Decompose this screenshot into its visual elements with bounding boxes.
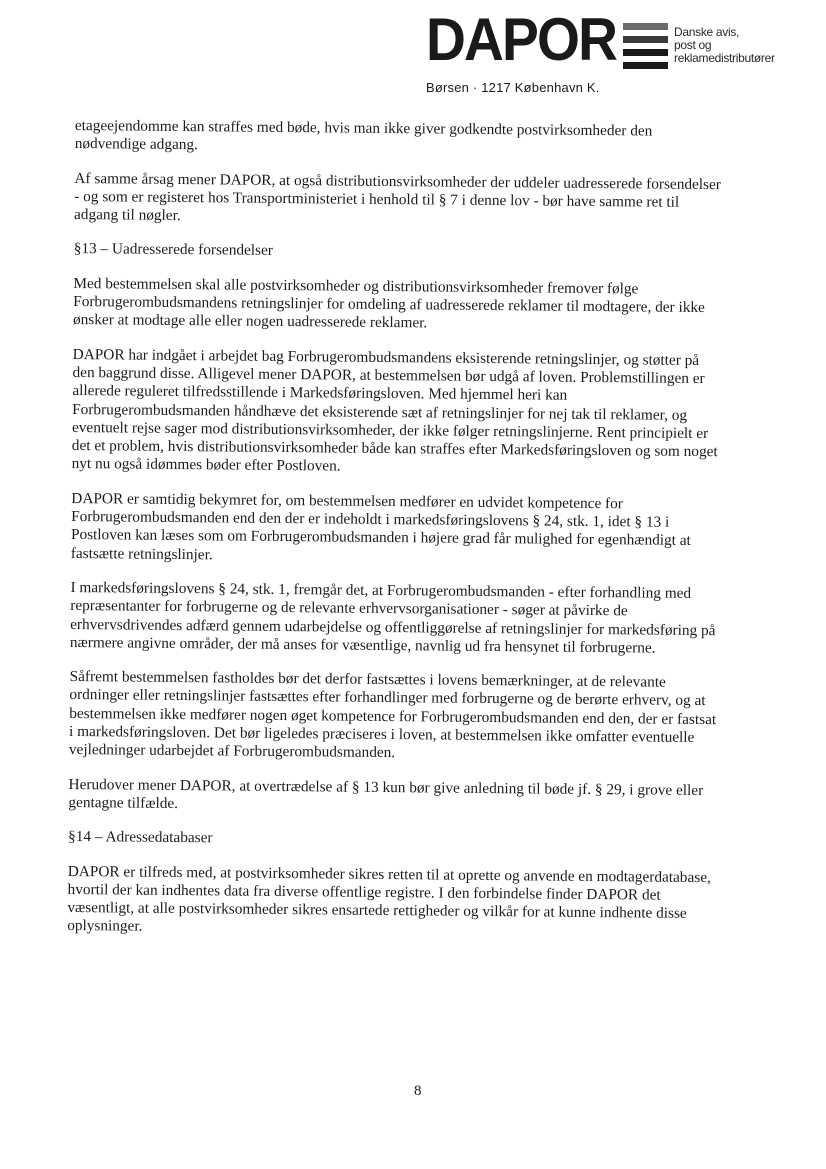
text-line: repræsentanter for forbrugerne og de relevante erhvervsorganisationer - søger at påvirke de	[70, 597, 628, 620]
text-line: Forbrugerombudsmanden end den der er indeholdt i markedsføringslovens § 24, stk. 1, idet § 13 i	[71, 508, 670, 531]
tagline-line: Danske avis,	[674, 25, 740, 39]
text-line: §13 – Uadresserede forsendelser	[73, 240, 274, 260]
document-body	[67, 117, 775, 958]
text-line: nærmere angivne områder, der må anses for væsentlige, navnlig ud fra hensynet til forbrugerne.	[69, 633, 656, 657]
text-line: DAPOR har indgået i arbejdet bag Forbrugerombudsmandens eksisterende retningslinjer, og støtter på	[72, 345, 700, 369]
body-paragraph	[75, 117, 775, 160]
text-line: bestemmelsen ikke medfører nogen øget kompetence for Forbrugerombudsmanden end den, der er fastsat	[69, 704, 717, 728]
text-line: Af samme årsag mener DAPOR, at også distributionsvirksomheder der uddeler uadresserede forsendelser	[74, 169, 721, 193]
text-line: DAPOR er tilfreds med, at postvirksomheder sikres retten til at oprette og anvende en modtagerdatabase,	[67, 862, 711, 886]
text-line: i markedsføringsloven. Det bør ligeledes præciseres i loven, at bestemmelsen ikke omfatter eventuelle	[69, 722, 695, 746]
text-line: hvortil der kan indhentes data fra diverse offentlige registre. I den forbindelse finder DAPOR det	[67, 880, 661, 904]
section-heading	[68, 828, 768, 853]
body-paragraph	[69, 668, 770, 766]
text-line: det et problem, hvis distributionsvirksomheder både kan straffes efter Markedsføringsloven og som noget	[71, 437, 718, 461]
logo-bars-icon	[623, 23, 668, 73]
text-line: den baggrund disse. Alligevel mener DAPOR, at bestemmelsen bør udgå af loven. Problemstillingen er	[72, 363, 705, 388]
text-line: - og som er registeret hos Transportministeriet i henhold til § 7 i denne lov - bør have samme ret til	[74, 187, 680, 211]
text-line: erhvervsdrivendes adfærd gennem udarbejdelse og offentliggørelse af retningslinjer for markedsføring på	[70, 615, 716, 639]
text-line: Med bestemmelsen skal alle postvirksomheder og distributionsvirksomheder fremover følge	[73, 274, 639, 298]
body-paragraph	[73, 275, 773, 337]
text-line: nødvendige adgang.	[74, 135, 199, 154]
text-line: allerede reguleret tilfredsstillende i Markedsføringsloven. Med hjemmel heri kan	[72, 382, 568, 405]
tagline-line: post og	[674, 38, 712, 52]
text-line: Såfremt bestemmelsen fastholdes bør det derfor fastsættes i lovens bemærkninger, at de relevante	[69, 668, 666, 691]
text-line: vejledninger udarbejdet af Forbrugerombudsmanden.	[68, 741, 396, 762]
section-heading	[74, 240, 774, 265]
text-line: ønsker at modtage alle eller nogen uadresserede reklamer.	[72, 311, 428, 332]
text-line: væsentligt, at alle postvirksomheder sikres ensartede rettigheder og vilkår for at kunne indhente disse	[67, 899, 687, 923]
text-line: adgang til nøgler.	[73, 206, 181, 225]
letterhead-address: Børsen · 1217 København K.	[426, 80, 600, 95]
letterhead-tagline	[674, 26, 775, 65]
body-paragraph	[74, 170, 774, 232]
text-line: oplysninger.	[67, 917, 143, 936]
text-line: fastsætte retningslinjer.	[70, 544, 213, 563]
body-paragraph	[72, 346, 773, 481]
text-line: nyt nu også idømmes bøder efter Postloven.	[71, 455, 341, 476]
text-line: Postloven kan læses som om Forbrugerombudsmanden i højere grad får mulighed for egenhændigt at	[70, 526, 691, 550]
text-line: Herudover mener DAPOR, at overtrædelse af § 13 kun bør give anledning til bøde jf. § 29, i grove eller	[68, 775, 704, 799]
body-paragraph	[67, 862, 768, 942]
dapor-logo: DAPOR	[426, 6, 617, 73]
body-paragraph	[70, 579, 771, 659]
text-line: DAPOR er samtidig bekymret for, om bestemmelsen medfører en udvidet kompetence for	[71, 489, 624, 513]
text-line: Forbrugerombudsmandens retningslinjer for omdeling af uadresserede reklamer til modtagere, der ikke	[73, 293, 705, 317]
text-line: Forbrugerombudsmanden håndhæve det eksisterende sæt af retningslinjer for nej tak til reklamer, og	[72, 400, 688, 424]
text-line: eventuelt rejse sager mod distributionsvirksomheder, der ikke følger retningslinjerne. Rent principielt er	[71, 418, 709, 442]
text-line: §14 – Adressedatabaser	[68, 828, 213, 847]
tagline-line: reklamedistributører	[674, 51, 775, 65]
text-line: etageejendomme kan straffes med bøde, hvis man ikke giver godkendte postvirksomheder den	[74, 117, 653, 140]
body-paragraph	[68, 776, 768, 819]
page-number: 8	[414, 1083, 422, 1099]
body-paragraph	[71, 490, 772, 570]
text-line: ordninger eller retningslinjer fastsættes efter forhandlinger med forbrugerne og de berørte erhverv, og at	[69, 686, 706, 710]
text-line: gentagne tilfælde.	[68, 793, 179, 812]
text-line: I markedsføringslovens § 24, stk. 1, fremgår det, at Forbrugerombudsmanden - efter forhandling med	[70, 578, 692, 602]
